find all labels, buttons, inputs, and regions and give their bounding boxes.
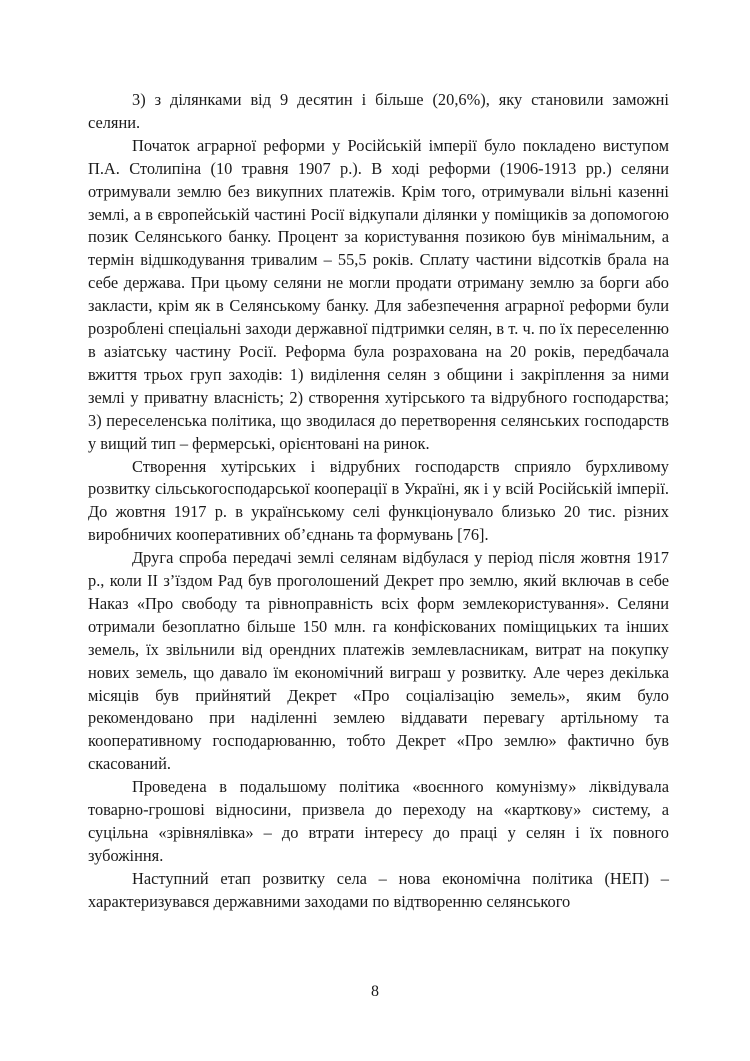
paragraph-3: Створення хутірських і відрубних господарств сприяло бурхливому розвитку сільськогосподарської кооперації в Україні, як і у всій Російській імперії. До жовтня 1917 р. в українському селі функціонувало близько 20 тис. різних виробничих кооперативних об’єднань та формувань [76].: [88, 456, 669, 545]
page-body: [88, 89, 669, 914]
paragraph-6: Наступний етап розвитку села – нова економічна політика (НЕП) – характеризувався державними заходами по відтворенню селянського: [88, 868, 669, 911]
page-number: 8: [371, 983, 379, 1000]
paragraph-1: 3) з ділянками від 9 десятин і більше (20,6%), яку становили заможні селяни.: [88, 90, 669, 132]
paragraph-2: Початок аграрної реформи у Російській імперії було покладено виступом П.А. Столипіна (10 травня 1907 р.). В ході реформи (1906-1913 рр.) селяни отримували землю без викупних платежів. Крім того, отримували вільні казенні землі, а в європейській частині Росії відкупали ділянки у поміщиків за допомогою позик Селянського банку. Процент за користування позикою був мінімальним, а термін відшкодування тривалим – 55,5 років. Сплату частини відсотків брала на себе держава. При цьому селяни не могли продати отриману землю за борги або закласти, крім як в Селянському банку. Для забезпечення аграрної реформи були розроблені спеціальні заходи державної підтримки селян, в т. ч. по їх переселенню в азіатську частину Росії. Реформа була розрахована на 20 років, передбачала вжиття трьох груп заходів: 1) виділення селян з общини і закріплення за ними землі у приватну власність; 2) створення хутірського та відрубного господарства; 3) переселенська політика, що зводилася до перетворення селянських господарств у вищий тип – фермерські, орієнтовані на ринок.: [88, 135, 669, 453]
paragraph-5: Проведена в подальшому політика «воєнного комунізму» ліквідувала товарно-грошові відносини, призвела до переходу на «карткову» систему, а суцільна «зрівнялівка» – до втрати інтересу до праці у селян і їх повного зубожіння.: [88, 777, 669, 865]
paragraph-4: Друга спроба передачі землі селянам відбулася у період після жовтня 1917 р., коли II з’їздом Рад був проголошений Декрет про землю, який включав в себе Наказ «Про свободу та рівноправність всіх форм землекористування». Селяни отримали безоплатно більше 150 млн. га конфіскованих поміщицьких та інших земель, їх звільнили від орендних платежів землевласникам, витрат на покупку нових земель, що давало їм економічний виграш у розвитку. Але через декілька місяців був прийнятий Декрет «Про соціалізацію земель», яким було рекомендовано при наділенні землею віддавати перевагу артільному та кооперативному господарюванню, тобто Декрет «Про землю» фактично був скасований.: [88, 548, 669, 774]
